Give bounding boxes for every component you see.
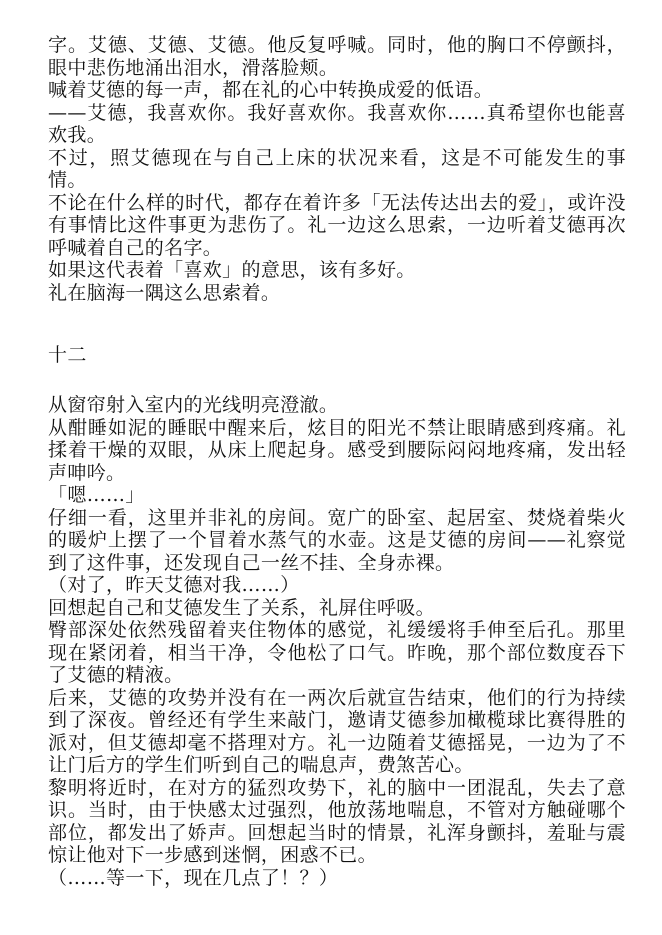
paragraph: 不论在什么样的时代，都存在着许多「无法传达出去的爱」，或许没有事情比这件事更为悲伤了。礼一边这么思索，一边听着艾德再次呼喊着自己的名字。 [48,191,626,259]
paragraph: 如果这代表着「喜欢」的意思，该有多好。 [48,259,416,281]
paragraph: 仔细一看，这里并非礼的房间。宽广的卧室、起居室、焚烧着柴火的暖炉上摆了一个冒着水蒸气的水壶。这是艾德的房间——礼察觉到了这件事，还发现自己一丝不挂、全身赤裸。 [48,506,626,574]
paragraph: 回想起自己和艾德发生了关系，礼屏住呼吸。 [48,596,436,619]
text-block-top [48,34,626,304]
paragraph: 臀部深处依然残留着夹住物体的感觉，礼缓缓将手伸至后孔。那里现在紧闭着，相当干净，令他松了口气。昨晚，那个部位数度吞下了艾德的精液。 [48,619,626,686]
paragraph: 从酣睡如泥的睡眠中醒来后，炫目的阳光不禁让眼睛感到疼痛。礼揉着干燥的双眼，从床上爬起身。感受到腰际闷闷地疼痛，发出轻声呻吟。 [48,416,626,484]
paragraph: 礼在脑海一隅这么思索着。 [48,281,281,304]
paragraph: （……等一下，现在几点了！？） [48,866,339,889]
paragraph: 字。艾德、艾德、艾德。他反复呼喊。同时，他的胸口不停颤抖，眼中悲伤地涌出泪水，滑落脸颊。 [48,34,626,79]
paragraph: 黎明将近时，在对方的猛烈攻势下，礼的脑中一团混乱，失去了意识。当时，由于快感太过强烈，他放荡地喘息，不管对方触碰哪个部位，都发出了娇声。回想起当时的情景，礼浑身颤抖，羞耻与震惊让他对下一步感到迷惘，困惑不已。 [48,776,626,866]
paragraph: ——艾德，我喜欢你。我好喜欢你。我喜欢你……真希望你也能喜欢我。 [48,101,626,146]
paragraph: 不过，照艾德现在与自己上床的状况来看，这是不可能发生的事情。 [48,146,626,191]
paragraph: 后来，艾德的攻势并没有在一两次后就宣告结束，他们的行为持续到了深夜。曾经还有学生来敲门，邀请艾德参加橄榄球比赛得胜的派对，但艾德却毫不搭理对方。礼一边随着艾德摇晃，一边为了不让门后方的学生们听到自己的喘息声，费煞苦心。 [48,686,626,776]
paragraph: （对了，昨天艾德对我……） [48,574,300,596]
paragraph: 「嗯……」 [48,484,145,506]
paragraph: 从窗帘射入室内的光线明亮澄澈。 [48,394,339,416]
chapter-heading: 十二 [48,344,87,366]
chapter-heading-block [48,344,626,367]
paragraph: 喊着艾德的每一声，都在礼的心中转换成爱的低语。 [48,79,494,101]
text-block-chapter-body [48,394,626,889]
